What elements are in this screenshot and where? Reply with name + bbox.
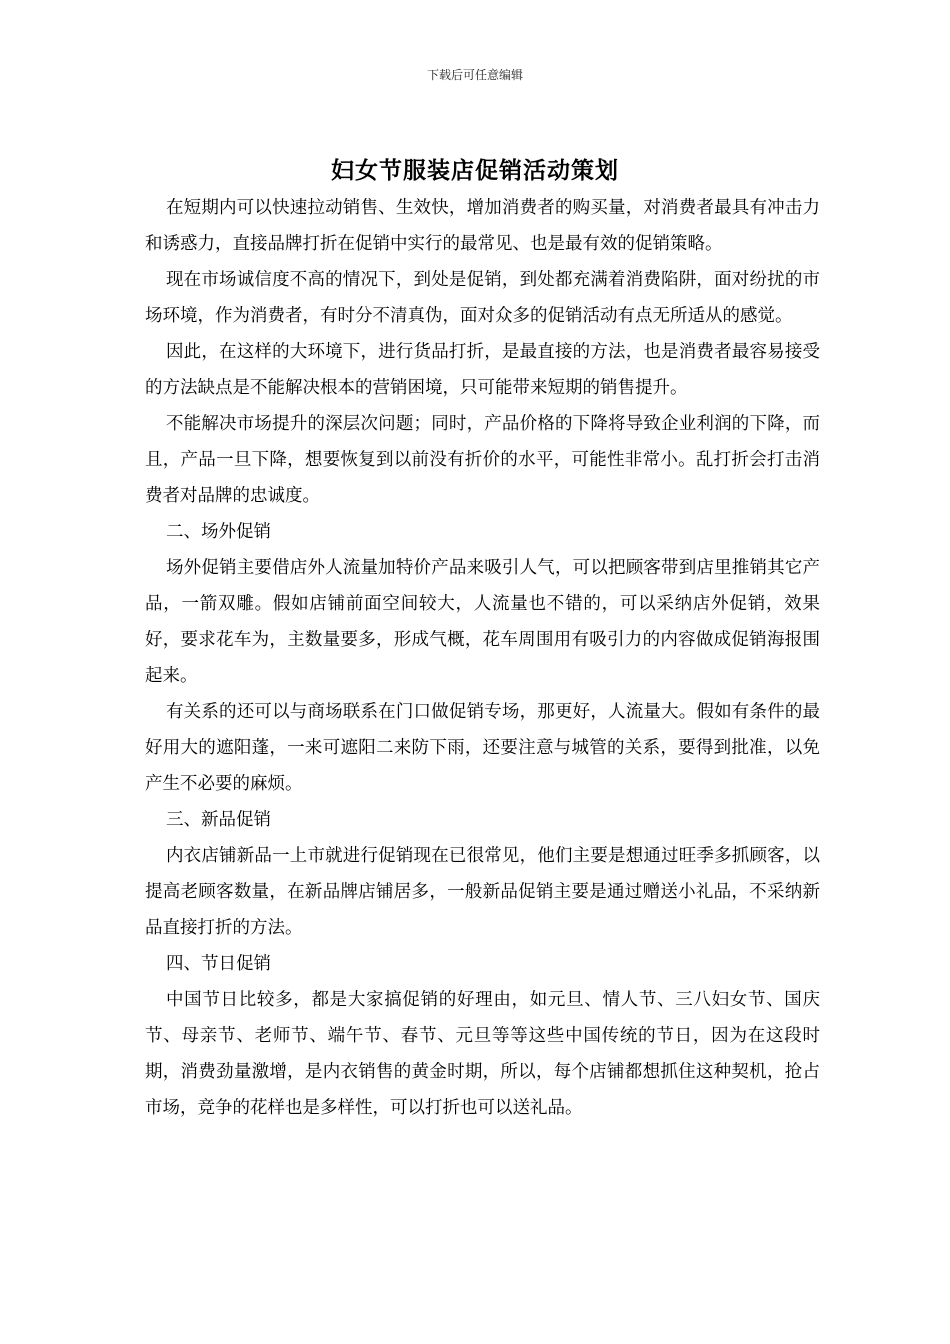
- paragraph-new-product: 内衣店铺新品一上市就进行促销现在已很常见，他们主要是想通过旺季多抓顾客，以提高老顾客数量，在新品牌店铺居多，一般新品促销主要是通过赠送小礼品，不采纳新品直接打折的方法。: [145, 846, 820, 938]
- paragraph-discount: 因此，在这样的大环境下，进行货品打折，是最直接的方法，也是消费者最容易接受的方法缺点是不能解决根本的营销困境，只可能带来短期的销售提升。: [145, 342, 820, 398]
- document-body: [145, 190, 820, 1126]
- paragraph-mall: 有关系的还可以与商场联系在门口做促销专场，那更好，人流量大。假如有条件的最好用大的遮阳蓬，一来可遮阳二来防下雨，还要注意与城管的关系，要得到批准，以免产生不必要的麻烦。: [145, 702, 820, 794]
- paragraph-drawbacks: 不能解决市场提升的深层次问题；同时，产品价格的下降将导致企业利润的下降，而且，产品一旦下降，想要恢复到以前没有折价的水平，可能性非常小。乱打折会打击消费者对品牌的忠诚度。: [145, 414, 820, 506]
- section-heading-new-product: 三、新品促销: [166, 810, 271, 830]
- paragraph-intro: 在短期内可以快速拉动销售、生效快，增加消费者的购买量，对消费者最具有冲击力和诱惑力，直接品牌打折在促销中实行的最常见、也是最有效的促销策略。: [145, 198, 820, 254]
- paragraph-holiday: 中国节日比较多，都是大家搞促销的好理由，如元旦、情人节、三八妇女节、国庆节、母亲节、老师节、端午节、春节、元旦等等这些中国传统的节日，因为在这段时期，消费劲量激增，是内衣销售的黄金时期，所以，每个店铺都想抓住这种契机，抢占市场，竞争的花样也是多样性，可以打折也可以送礼品。: [145, 990, 820, 1118]
- paragraph-outdoor: 场外促销主要借店外人流量加特价产品来吸引人气，可以把顾客带到店里推销其它产品，一箭双雕。假如店铺前面空间较大，人流量也不错的，可以采纳店外促销，效果好，要求花车为，主数量要多，形成气概，花车周围用有吸引力的内容做成促销海报围起来。: [145, 558, 820, 686]
- paragraph-market: 现在市场诚信度不高的情况下，到处是促销，到处都充满着消费陷阱，面对纷扰的市场环境，作为消费者，有时分不清真伪，面对众多的促销活动有点无所适从的感觉。: [145, 270, 820, 326]
- header-note: 下载后可任意编辑: [426, 68, 523, 82]
- section-heading-outdoor: 二、场外促销: [166, 522, 271, 542]
- document-title: 妇女节服装店促销活动策划: [331, 158, 619, 184]
- section-heading-holiday: 四、节日促销: [166, 954, 271, 974]
